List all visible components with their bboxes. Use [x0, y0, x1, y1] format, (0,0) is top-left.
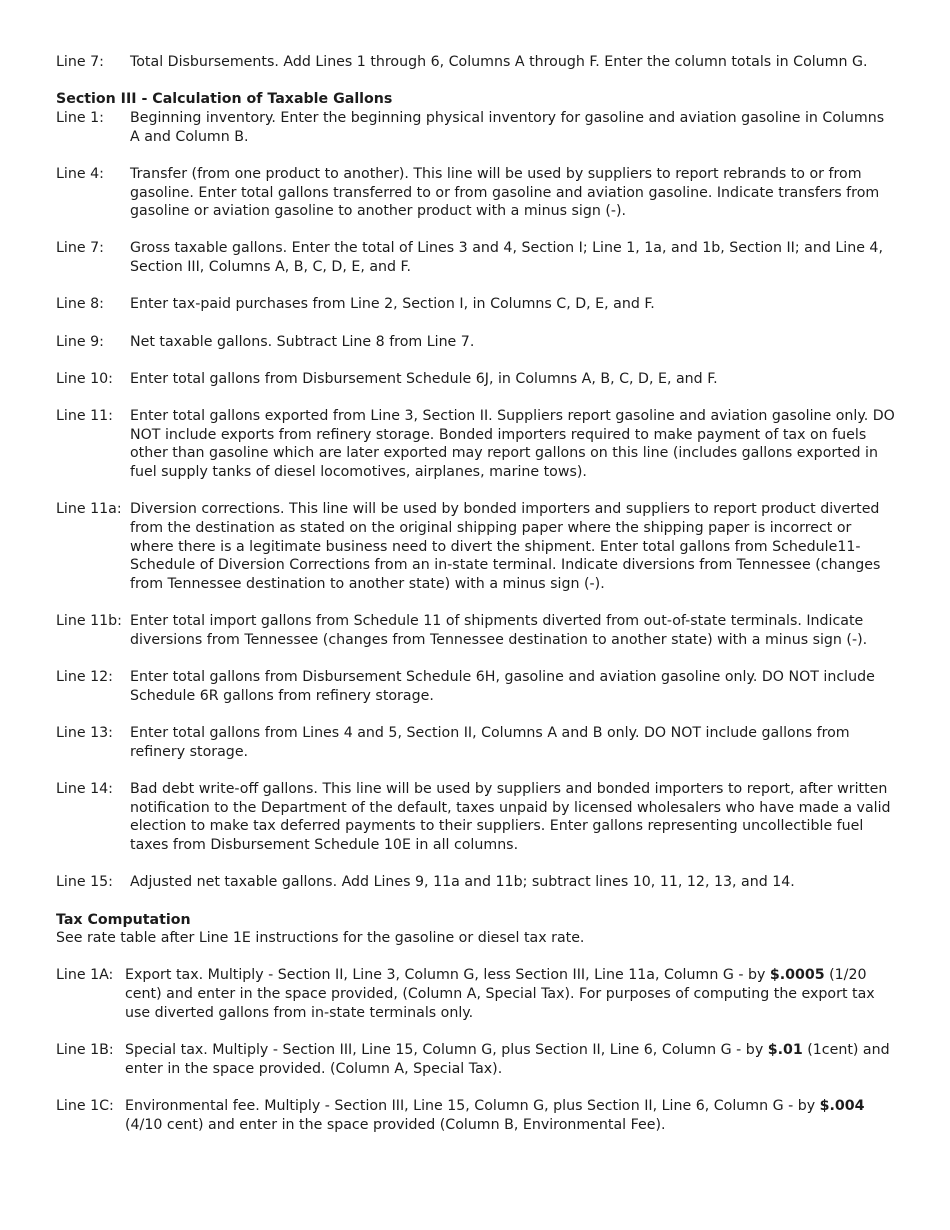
- instructions-page: [56, 53, 896, 1153]
- line-label: Line 9:: [56, 333, 104, 350]
- line-label: Line 15:: [56, 874, 113, 891]
- line-label: Line 11a:: [56, 501, 122, 518]
- section-3-line-14: [56, 780, 896, 855]
- line-7-total-disbursements: [56, 53, 896, 72]
- line-text-before: Export tax. Multiply - Section II, Line 3, Column G, less Section III, Line 11a, Column G - by: [125, 967, 770, 984]
- line-1a-export-tax: [56, 966, 896, 1022]
- section-3-heading: Section III - Calculation of Taxable Gallons: [56, 91, 393, 108]
- tax-rate: $.01: [767, 1042, 803, 1059]
- line-1b-special-tax: [56, 1041, 896, 1078]
- section-3-line-11b: [56, 612, 896, 649]
- line-text: Enter total gallons from Disbursement Schedule 6H, gasoline and aviation gasoline only. DO NOT include Schedule 6R gallons from refinery storage.: [130, 669, 875, 704]
- line-text-before: Environmental fee. Multiply - Section III, Line 15, Column G, plus Section II, Line 6, Column G - by: [125, 1097, 820, 1114]
- line-text: Beginning inventory. Enter the beginning physical inventory for gasoline and aviation gasoline in Columns A and Column B.: [130, 109, 885, 145]
- line-label: Line 14:: [56, 780, 113, 797]
- line-label: Line 8:: [56, 296, 104, 313]
- line-label: Line 10:: [56, 370, 113, 387]
- line-text: Enter total import gallons from Schedule 11 of shipments diverted from out-of-state terminals. Indicate diversions from Tennessee (changes from Tennessee destination to another state) with a minus sign (-).: [130, 613, 868, 648]
- line-label: Line 12:: [56, 669, 113, 686]
- line-text: Enter total gallons from Disbursement Schedule 6J, in Columns A, B, C, D, E, and F.: [130, 370, 718, 387]
- line-text: Net taxable gallons. Subtract Line 8 from Line 7.: [130, 333, 475, 350]
- section-3-line-11: [56, 407, 896, 482]
- line-text: Diversion corrections. This line will be used by bonded importers and suppliers to report product diverted from the destination as stated on the original shipping paper where the shipping paper is incorrect or where there is a legitimate business need to divert the shipment. Enter total gallons from Schedule11-Schedule of Diversion Corrections from an in-state terminal. Indicate diversions from Tennessee (changes from Tennessee destination to another state) with a minus sign (-).: [130, 501, 881, 593]
- section-3-line-15: [56, 873, 896, 892]
- line-text: Enter total gallons exported from Line 3, Section II. Suppliers report gasoline and aviation gasoline only. DO NOT include exports from refinery storage. Bonded importers required to make payment of tax on fuels other than gasoline which are later exported may report gallons on this line (includes gallons exported in fuel supply tanks of diesel locomotives, airplanes, marine tows).: [130, 407, 895, 481]
- line-text: Bad debt write-off gallons. This line will be used by suppliers and bonded importers to report, after written notification to the Department of the default, taxes unpaid by licensed wholesalers who have made a valid election to make tax deferred payments to their suppliers. Enter gallons representing uncollectible fuel taxes from Disbursement Schedule 10E in all columns.: [130, 780, 891, 854]
- section-3-line-10: [56, 370, 896, 389]
- line-text: Enter tax-paid purchases from Line 2, Section I, in Columns C, D, E, and F.: [130, 296, 655, 313]
- line-text: Adjusted net taxable gallons. Add Lines 9, 11a and 11b; subtract lines 10, 11, 12, 13, and 14.: [130, 874, 795, 891]
- line-label: Line 13:: [56, 725, 113, 742]
- line-text-after: (4/10 cent) and enter in the space provided (Column B, Environmental Fee).: [125, 1116, 666, 1133]
- line-1c-environmental-fee: [56, 1097, 896, 1134]
- line-text-before: Special tax. Multiply - Section III, Line 15, Column G, plus Section II, Line 6, Column G - by: [125, 1042, 768, 1059]
- line-label: Line 1B:: [56, 1042, 114, 1059]
- line-text: [125, 966, 896, 1022]
- line-text: [125, 1097, 896, 1134]
- section-3-line-4: [56, 165, 896, 221]
- tax-computation-intro: See rate table after Line 1E instructions for the gasoline or diesel tax rate.: [56, 930, 585, 947]
- tax-computation-heading: Tax Computation: [56, 911, 191, 928]
- section-3-line-8: [56, 295, 896, 314]
- line-text-after: (1cent) and enter in the space provided. (Column A, Special Tax).: [125, 1042, 890, 1077]
- line-label: Line 7:: [56, 240, 104, 257]
- section-3-line-11a: [56, 500, 896, 594]
- line-text: Transfer (from one product to another). This line will be used by suppliers to report rebrands to or from gasoline. Enter total gallons transferred to or from gasoline and aviation gasoline. Indicate transfers from gasoline or aviation gasoline to another product with a minus sign (-).: [130, 165, 880, 220]
- line-text: Gross taxable gallons. Enter the total of Lines 3 and 4, Section I; Line 1, 1a, and 1b, Section II; and Line 4, Section III, Columns A, B, C, D, E, and F.: [130, 240, 883, 276]
- section-3-line-7: [56, 239, 896, 276]
- line-label: Line 1A:: [56, 967, 114, 984]
- tax-rate: $.004: [819, 1097, 865, 1114]
- line-label: Line 4:: [56, 165, 104, 182]
- section-3-lines: [56, 109, 896, 892]
- section-3-line-12: [56, 668, 896, 705]
- section-3-line-13: [56, 724, 896, 761]
- tax-rate: $.0005: [769, 967, 825, 984]
- section-3-line-9: [56, 333, 896, 352]
- line-text-after: (1/20 cent) and enter in the space provided, (Column A, Special Tax). For purposes of computing the export tax use diverted gallons from in-state terminals only.: [125, 967, 875, 1021]
- line-label: Line 1:: [56, 109, 104, 126]
- line-label: Line 7:: [56, 54, 104, 70]
- line-text: [125, 1041, 896, 1078]
- line-text: Enter total gallons from Lines 4 and 5, Section II, Columns A and B only. DO NOT include gallons from refinery storage.: [130, 725, 850, 760]
- line-label: Line 11:: [56, 407, 113, 424]
- line-label: Line 1C:: [56, 1097, 114, 1114]
- line-label: Line 11b:: [56, 613, 122, 630]
- line-text: Total Disbursements. Add Lines 1 through 6, Columns A through F. Enter the column totals in Column G.: [130, 54, 868, 70]
- section-3-line-1: [56, 109, 896, 146]
